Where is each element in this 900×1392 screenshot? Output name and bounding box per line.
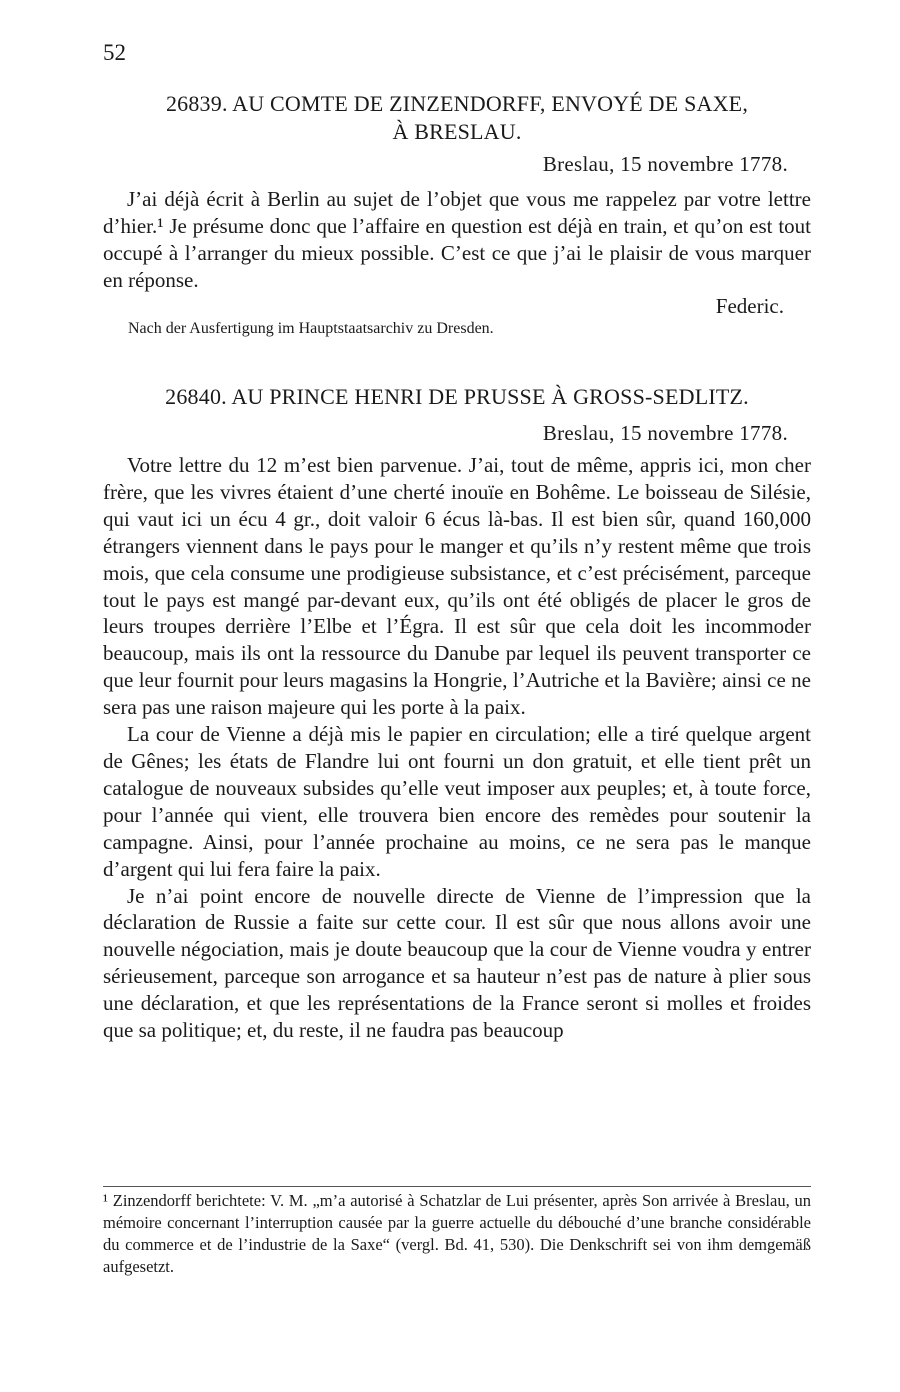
letter-1-heading-line-2: À BRESLAU. <box>392 119 522 144</box>
letter-2-heading <box>103 383 811 411</box>
letter-2-dateline: Breslau, 15 novembre 1778. <box>542 421 788 445</box>
footnote <box>103 1186 811 1278</box>
letter-1-source-note: Nach der Ausfertigung im Hauptstaatsarchiv zu Dresden. <box>128 320 494 337</box>
letter-2-paragraph-3: Je n’ai point encore de nouvelle directe de Vienne de l’impression que la déclaration de Russie a faite sur cette cour. Il est sûr que nous allons avoir une nouvelle négociation, mais je doute beaucoup que la cour de Vienne voudra y entrer sérieusement, parceque son arrogance et sa hauteur n’est pas de nature à plier sous une déclaration, et que les représentations de la France seront si molles et froides que sa politique; et, du reste, il ne faudra pas beaucoup <box>103 883 811 1043</box>
letter-1-paragraph: J’ai déjà écrit à Berlin au sujet de l’objet que vous me rappelez par votre lettre d’hier.¹ Je présume donc que l’affaire en question est déjà en train, et qu’on est tout occupé à l’arranger du mieux possible. C’est ce que j’ai le plaisir de vous marquer en réponse. <box>103 187 811 292</box>
letter-1-heading <box>103 90 811 146</box>
letter-2-paragraph-2: La cour de Vienne a déjà mis le papier en circulation; elle a tiré quelque argent de Gênes; les états de Flandre lui ont fourni un don gratuit, et elle tient prêt un catalogue de nouveaux subsides qu’elle veut imposer aux peuples; et, à toute force, pour l’année qui vient, elle trouvera bien encore des remèdes pour soutenir la campagne. Ainsi, pour l’année prochaine au moins, ce ne sera pas le manque d’argent qui lui fera faire la paix. <box>103 722 811 881</box>
letter-1-body <box>103 186 811 294</box>
letter-2-body <box>103 452 811 1044</box>
page-number: 52 <box>103 40 126 65</box>
letter-1-heading-line-1: 26839. AU COMTE DE ZINZENDORFF, ENVOYÉ DE SAXE, <box>165 91 749 116</box>
letter-1-dateline: Breslau, 15 novembre 1778. <box>542 152 788 176</box>
letter-1-signature: Federic. <box>715 294 784 318</box>
letter-2-paragraph-1: Votre lettre du 12 m’est bien parvenue. J’ai, tout de même, appris ici, mon cher frère, que les vivres étaient d’une cherté inouïe en Bohême. Le boisseau de Silésie, qui vaut ici un écu 4 gr., doit valoir 6 écus là-bas. Il est bien sûr, quand 160,000 étrangers viennent dans le pays pour le manger et qu’ils n’y restent même que trois mois, que cela consume une prodigieuse subsistance, et c’est précisément, parceque tout le pays est mangé par-devant eux, qu’ils ont été obligés de placer le gros de leurs troupes derrière l’Elbe et l’Égra. Il est sûr que cela doit les incommoder beaucoup, mais ils ont la ressource du Danube par lequel ils peuvent transporter ce que leur fournit pour leurs magasins la Hongrie, l’Autriche et la Bavière; ainsi ce ne sera pas une raison majeure qui les porte à la paix. <box>103 453 811 720</box>
letter-2-heading-line-1: 26840. AU PRINCE HENRI DE PRUSSE À GROSS-SEDLITZ. <box>165 384 749 409</box>
footnote-text: ¹ Zinzendorff berichtete: V. M. „m’a autorisé à Schatzlar de Lui présenter, après Son arrivée à Breslau, un mémoire concernant l’interruption causée par la guerre actuelle du débouché d’une branche considérable du commerce et de l’industrie de la Saxe“ (vergl. Bd. 41, 530). Die Denkschrift sei von ihm demgemäß aufgesetzt. <box>103 1191 811 1276</box>
